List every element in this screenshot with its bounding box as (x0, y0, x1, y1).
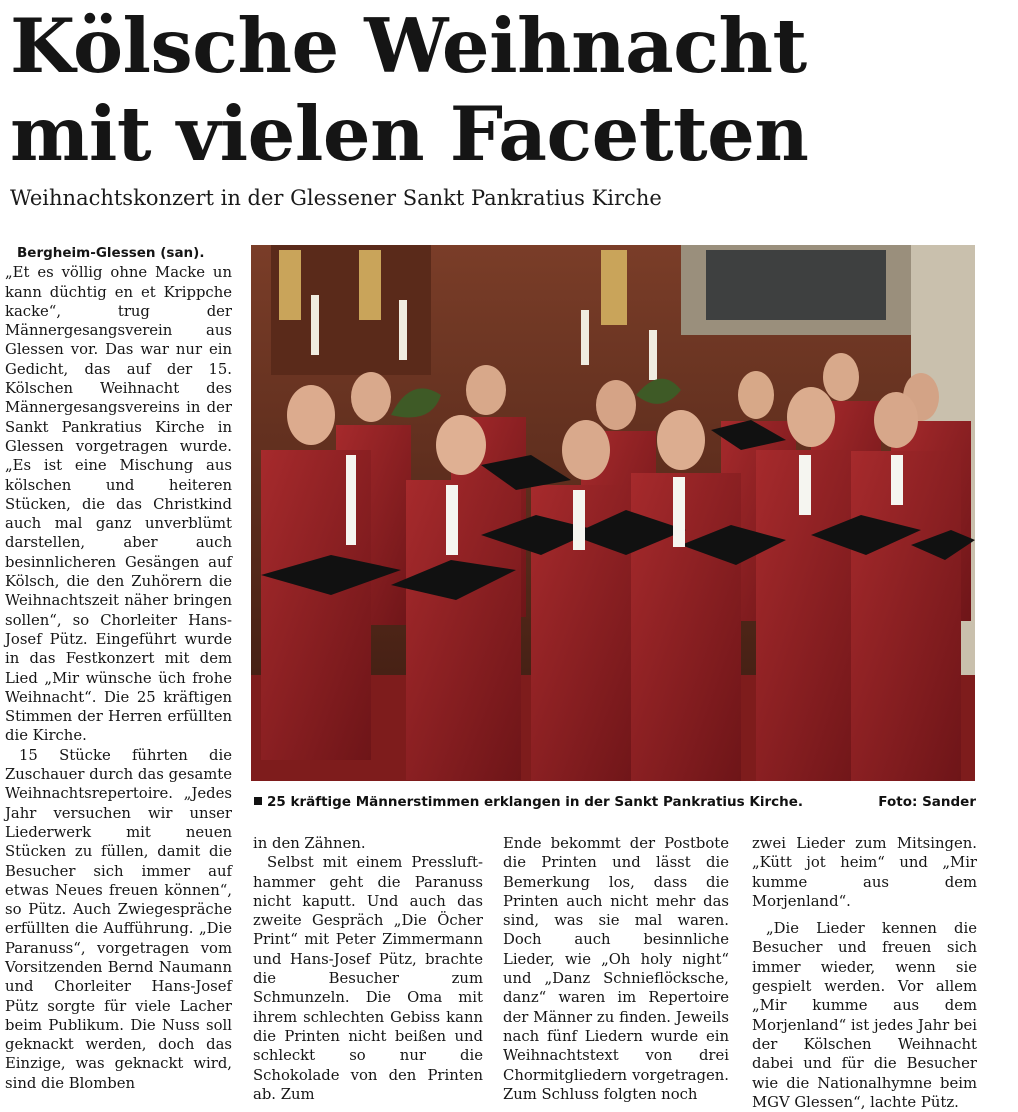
paragraph: in den Zähnen. (253, 835, 366, 852)
paragraph: „Die Lieder kennen die Besucher und freuen sich immer wieder, wenn sie gespielt werden. Vor allem „Mir kumme aus dem Morjenland“ ist jedes Jahr bei der Kölschen Weihnacht dabei und für die Besucher wie die Nationalhymne beim MGV Glessen“, lachte Pütz. (752, 920, 977, 1111)
paragraph: Selbst mit einem Presslufthammer geht die Paranuss nicht kaputt. Und auch das zweite Gespräch „Die Öcher Print“ mit Peter Zimmermann und Hans-Josef Pütz, brachte die Besucher zum Schmunzeln. Die Oma mit ihrem schlechten Gebiss kann die Printen nicht beißen und schleckt so nur die Schokolade von den Printen ab. Zum (253, 854, 483, 1103)
dateline (5, 244, 232, 263)
bullet-square-icon (254, 797, 262, 805)
article-column-4 (752, 834, 977, 1112)
headline-line-2: mit vielen Facetten (10, 90, 809, 178)
photo-credit: Foto: Sander (878, 794, 976, 810)
caption-text: 25 kräftige Männerstimmen erklangen in der Sankt Pankratius Kirche. (267, 794, 804, 810)
paragraph: „Et es völlig ohne Macke un kann düchtig en et Krippche kacke“, trug der Männergesangsverein aus Glessen vor. Das war nur ein Gedicht, das auf der 15. Kölschen Weihnacht des Männergesangsvereins in der Sankt Pankratius Kirche in Glessen vorgetragen wurde. „Es ist eine Mischung aus kölschen und heiteren Stücken, die das Christkind auch mal ganz unverblümt darstellen, aber auch besinnlicheren Gesängen auf Kölsch, die den Zuhörern die Weihnachtszeit näher bringen sollen“, so Chorleiter Hans-Josef Pütz. Eingeführt wurde in das Festkonzert mit dem Lied „Mir wünsche üch frohe Weihnacht“. Die 25 kräftigen Stimmen der Herren erfüllten die Kirche. (5, 264, 232, 745)
article-column-3 (503, 834, 729, 1104)
dateline-text: Bergheim-Glessen (san). (17, 245, 205, 261)
paragraph: Ende bekommt der Postbote die Printen und lässt die Bemerkung los, dass die Printen auch nicht mehr das sind, was sie mal waren. Doch auch besinnliche Lieder, wie „Oh holy night“ und „Danz Schnieflöcksche, danz“ waren im Repertoire der Männer zu finden. Jeweils nach fünf Liedern wurde ein Weihnachtstext von drei Chormitgliedern vorgetragen. Zum Schluss folgten noch (503, 835, 729, 1103)
subtitle: Weihnachtskonzert in der Glessener Sankt Pankratius Kirche (10, 186, 662, 210)
photo-caption (254, 794, 976, 810)
article-column-1 (5, 244, 232, 1093)
headline-line-1: Kölsche Weihnacht (10, 2, 807, 90)
choir-photo (251, 245, 975, 781)
paragraph: 15 Stücke führten die Zuschauer durch das gesamte Weihnachtsrepertoire. „Jedes Jahr versuchen wir unser Liederwerk mit neuen Stücken zu füllen, damit die Besucher sich immer auf etwas Neues freuen können“, so Pütz. Auch Zwiegespräche erfüllten die Aufführung. „Die Paranuss“, vorgetragen vom Vorsitzenden Bernd Naumann und Chorleiter Hans-Josef Pütz sorgte für viele Lacher beim Publikum. Die Nuss soll geknackt werden, doch das Einzige, was geknackt wird, sind die Blomben (5, 746, 232, 1092)
headline (10, 2, 1010, 178)
paragraph: zwei Lieder zum Mitsingen. „Kütt jot heim“ und „Mir kumme aus dem Morjenland“. (752, 835, 977, 910)
article-column-2 (253, 834, 483, 1104)
